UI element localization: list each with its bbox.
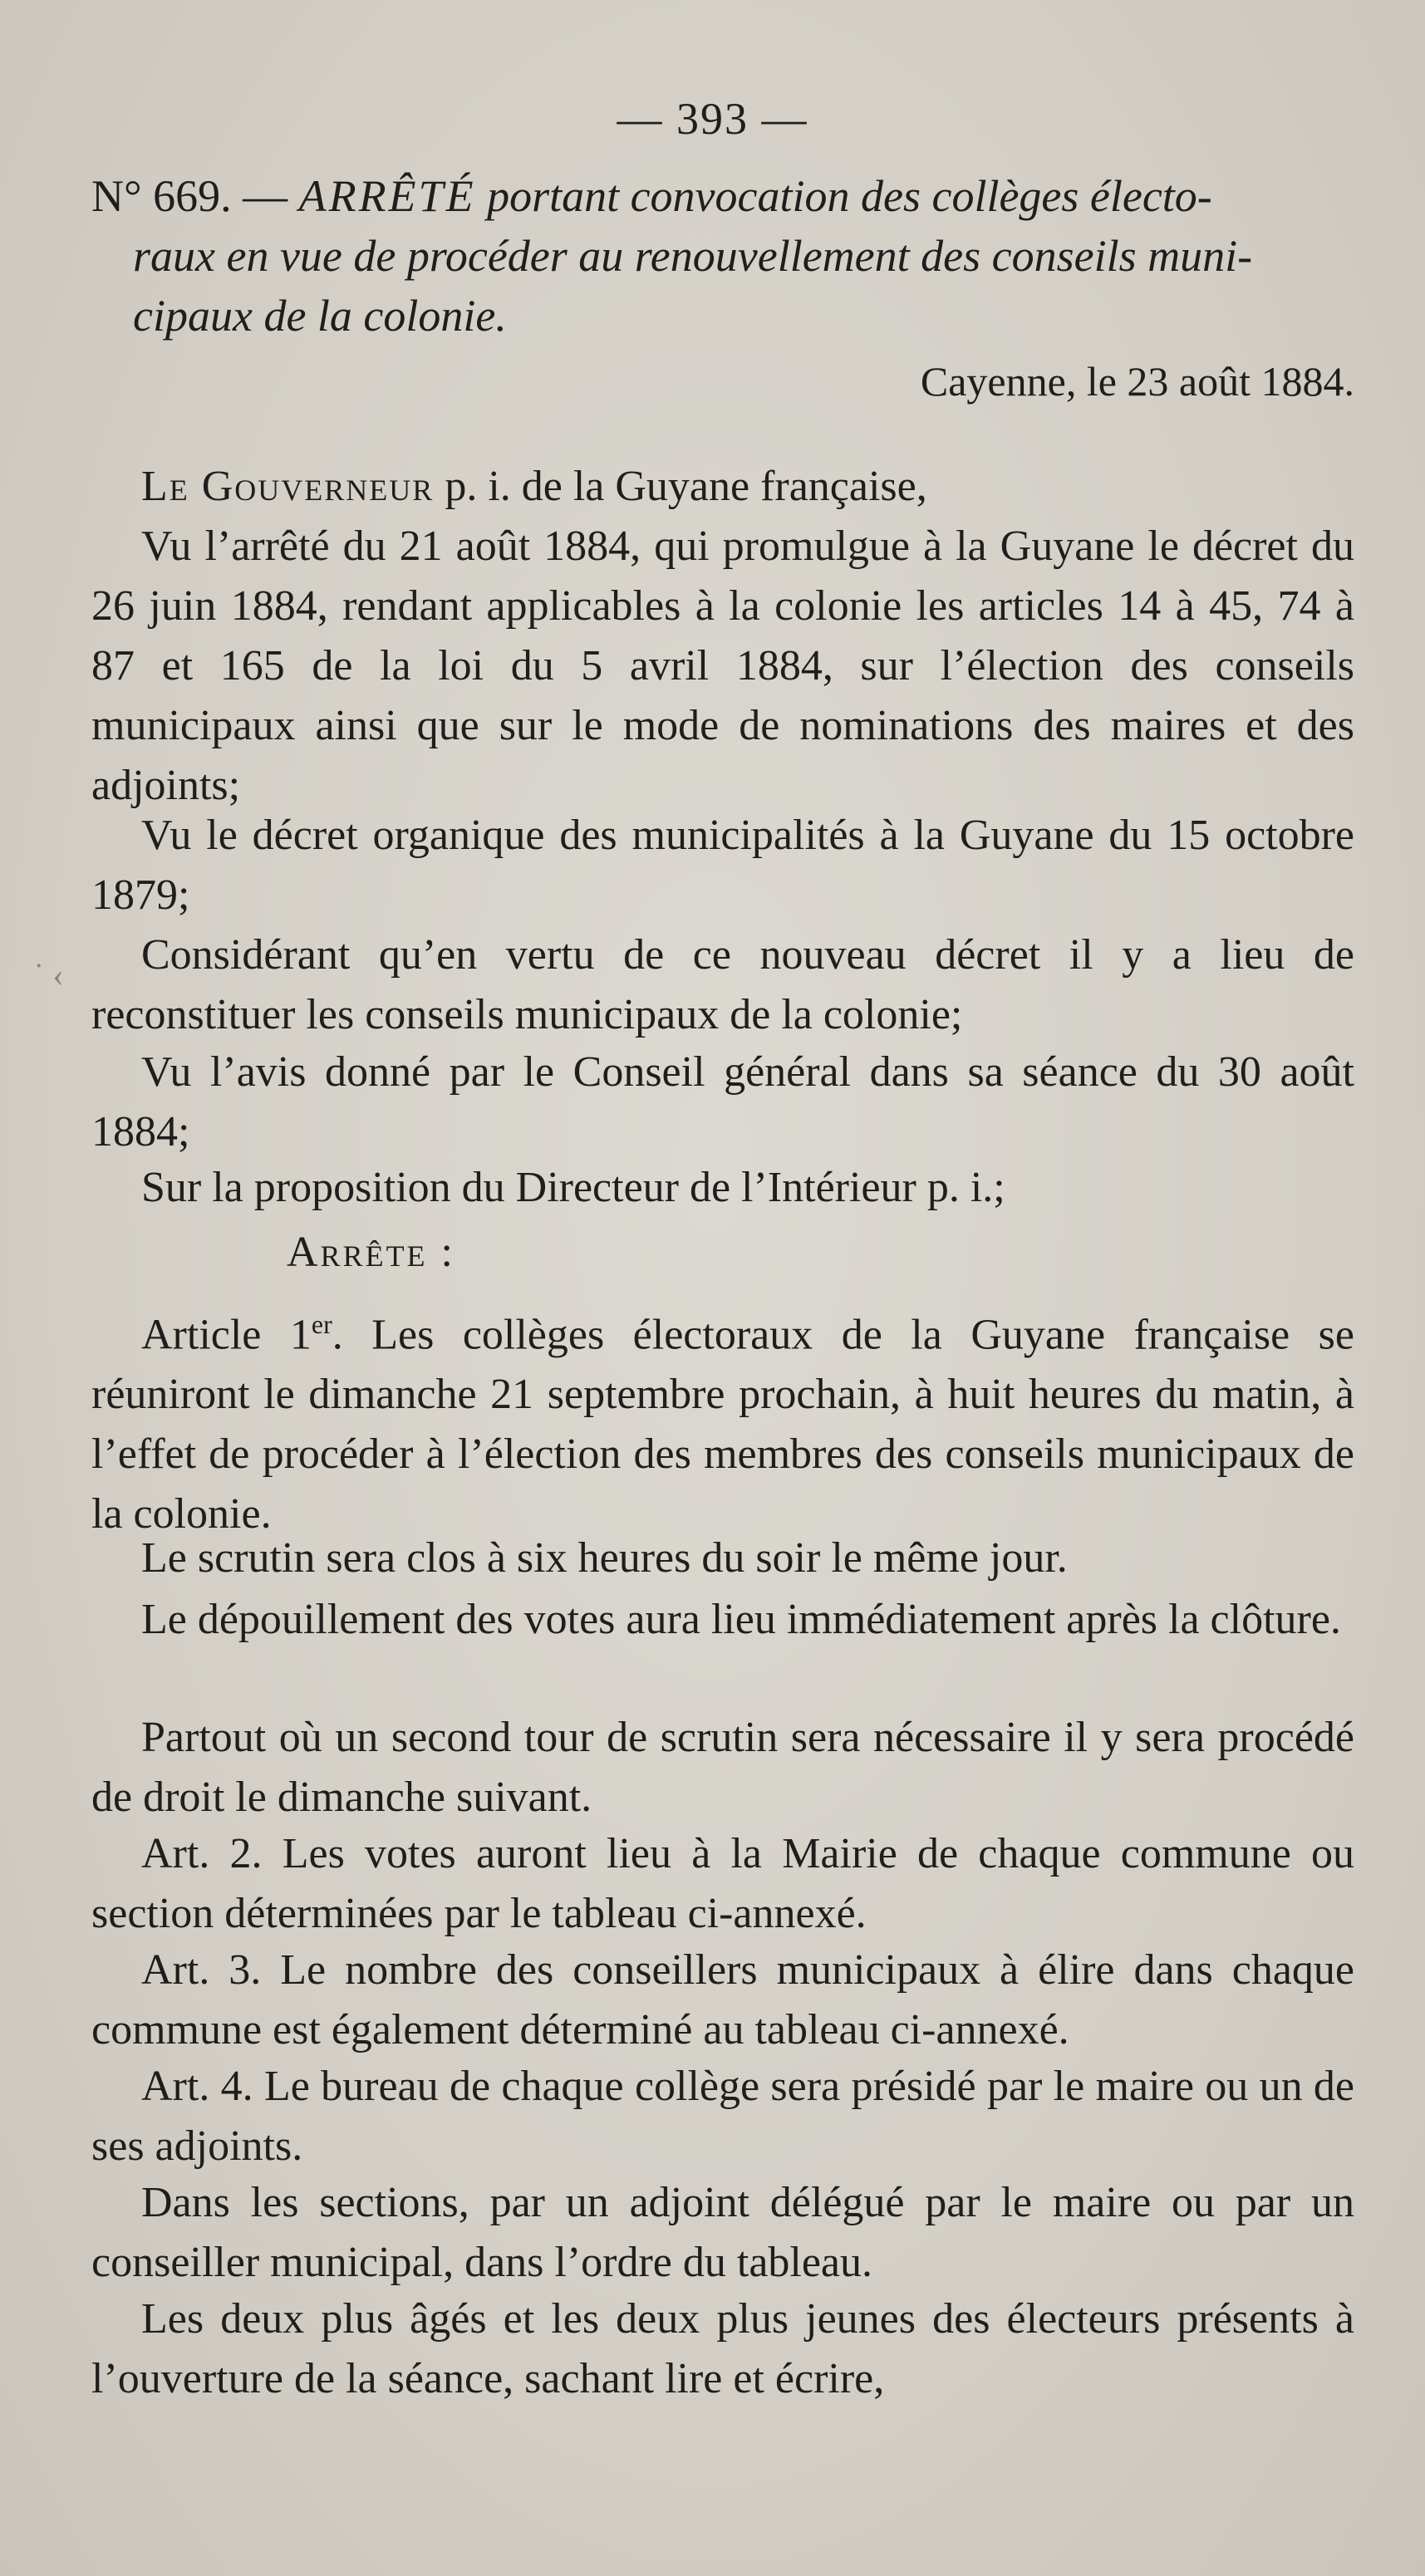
article-1-text: . Les collèges électoraux de la Guyane française se réuniront le dimanche 21 septembre prochain, à huit heures du matin, à l’effet de procéder à l’élection des membres des conseils municipaux de la colonie. xyxy=(91,1311,1354,1538)
paragraph-vu-decret: Vu le décret organique des municipalités à la Guyane du 15 octobre 1879; xyxy=(91,812,1354,919)
paragraph-considerant: Considérant qu’en vertu de ce nouveau décret il y a lieu de reconstituer les conseils municipaux de la colonie; xyxy=(91,931,1354,1038)
article-1-sup: er xyxy=(311,1309,332,1339)
article-1-depouillement: Le dépouillement des votes aura lieu immédiatement après la clôture. xyxy=(141,1596,1341,1643)
paragraph-vu-avis: Vu l’avis donné par le Conseil général dans sa séance du 30 août 1884; xyxy=(91,1048,1354,1156)
article-1-scrutin: Le scrutin sera clos à six heures du soir le même jour. xyxy=(141,1534,1068,1582)
decree-title-line2: raux en vue de procéder au renouvellement des conseils muni- xyxy=(133,231,1253,281)
article-1-prefix: Article 1 xyxy=(141,1311,312,1359)
article-3: Art. 3. Le nombre des conseillers municipaux à élire dans chaque commune est également déterminé au tableau ci-annexé. xyxy=(91,1946,1354,2053)
article-1 xyxy=(91,1294,1354,1544)
governor-line xyxy=(91,457,1354,517)
article-4-assesseurs: Les deux plus âgés et les deux plus jeunes des électeurs présents à l’ouverture de la séance, sachant lire et écrire, xyxy=(91,2295,1354,2402)
article-4-sections: Dans les sections, par un adjoint délégué par le maire ou par un conseiller municipal, dans l’ordre du tableau. xyxy=(91,2179,1354,2286)
decree-keyword: ARRÊTÉ xyxy=(298,171,476,221)
page-number: — 393 — xyxy=(617,94,808,144)
governor-title: Le Gouverneur xyxy=(141,463,435,510)
article-4: Art. 4. Le bureau de chaque collège sera présidé par le maire ou un de ses adjoints. xyxy=(91,2063,1354,2170)
paragraph-vu-arrete: Vu l’arrêté du 21 août 1884, qui promulgue à la Guyane le décret du 26 juin 1884, rendant applicables à la colonie les articles 14 à 45, 74 à 87 et 165 de la loi du 5 avril 1884, sur l’élection des conseils municipaux ainsi que sur le mode de nominations des maires et des adjoints; xyxy=(91,523,1354,809)
decree-title xyxy=(91,166,1354,346)
arrete-heading: Arrête : xyxy=(287,1229,455,1276)
article-2: Art. 2. Les votes auront lieu à la Mairie de chaque commune ou section déterminées par le tableau ci-annexé. xyxy=(91,1830,1354,1937)
governor-rest: p. i. de la Guyane française, xyxy=(434,463,927,510)
dateline: Cayenne, le 23 août 1884. xyxy=(920,358,1354,405)
decree-number: N° 669. — xyxy=(91,171,299,221)
paragraph-proposition: Sur la proposition du Directeur de l’Intérieur p. i.; xyxy=(141,1164,1005,1211)
decree-title-line3: cipaux de la colonie. xyxy=(133,291,507,341)
margin-mark: ˙ ‹ xyxy=(33,956,64,994)
decree-title-line1: portant convocation des collèges électo- xyxy=(475,171,1212,221)
article-1-second-tour: Partout où un second tour de scrutin sera nécessaire il y sera procédé de droit le dimanche suivant. xyxy=(91,1714,1354,1821)
